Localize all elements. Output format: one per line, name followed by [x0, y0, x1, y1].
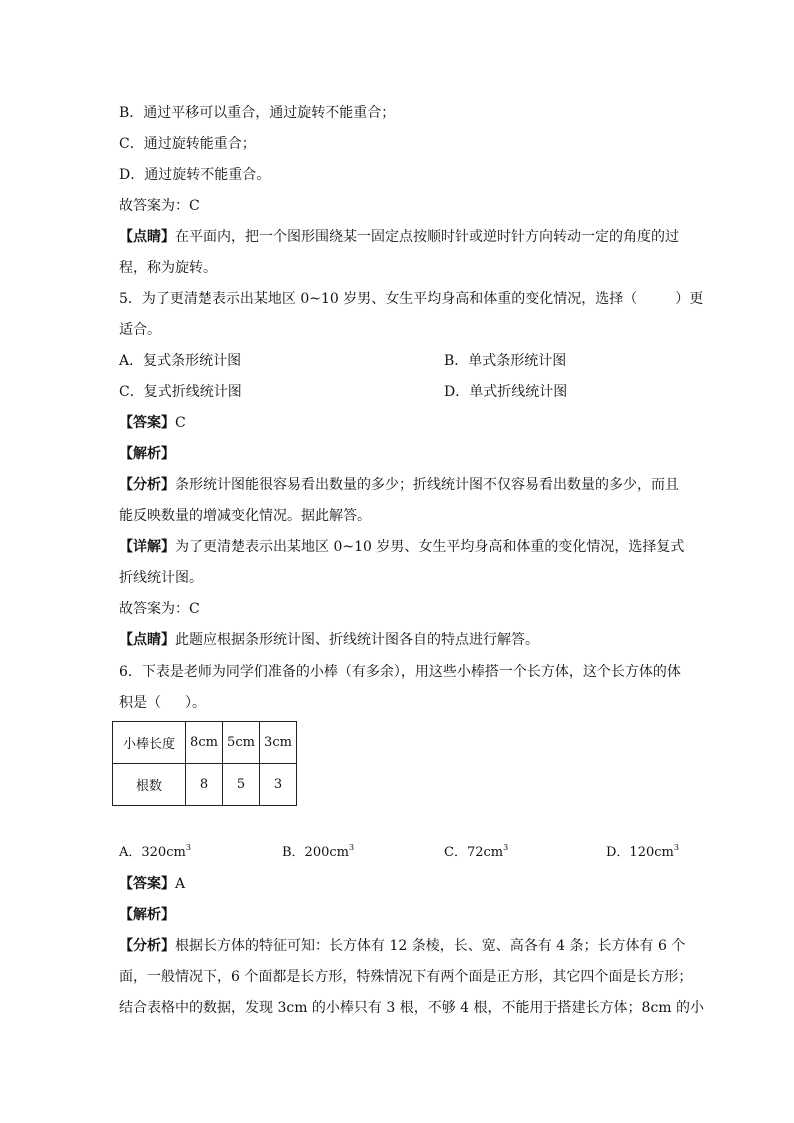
q5-stem-line2: 适合。 [119, 322, 161, 338]
q6-option-a [119, 843, 191, 863]
q6-fenxi-text1: 根据长方体的特征可知：长方体有 12 条棱，长、宽、高各有 4 条；长方体有 6 个 [175, 938, 686, 954]
answer-tag: 【答案】 [119, 415, 175, 431]
q5-stem-line1 [119, 289, 704, 309]
q4-comment-line1 [119, 227, 679, 247]
q5-option-d: D．单式折线统计图 [444, 384, 568, 400]
answer-value: A [175, 876, 186, 892]
answer-tag: 【答案】 [119, 876, 175, 892]
xiangjie-tag: 【详解】 [119, 539, 175, 555]
dianjing-tag: 【点睛】 [119, 632, 175, 648]
dianjing-tag: 【点睛】 [119, 229, 175, 245]
fenxi-tag: 【分析】 [119, 938, 175, 954]
q6-option-c-text: C．72cm [444, 845, 504, 860]
q4-answer-line: 故答案为：C [119, 198, 200, 214]
unit-exponent: 3 [503, 843, 509, 852]
q6-stem-text2b: ）。 [185, 695, 206, 711]
table-header-cell: 5cm [223, 722, 260, 764]
q6-answer [119, 874, 674, 894]
unit-exponent: 3 [185, 843, 191, 852]
q5-stem-text1b: ）更 [675, 291, 704, 307]
q5-fenxi-text1: 条形统计图能很容易看出数量的多少；折线统计图不仅容易看出数量的多少，而且 [175, 477, 679, 493]
q4-option-c: C．通过旋转能重合； [119, 136, 256, 152]
q6-option-b [282, 843, 354, 863]
table-cell: 8 [186, 764, 223, 806]
q6-option-c [444, 843, 508, 863]
table-header-cell: 小棒长度 [113, 722, 186, 764]
q6-option-b-text: B．200cm [282, 845, 349, 860]
q5-option-a: A．复式条形统计图 [119, 353, 242, 369]
q6-option-a-text: A．320cm [119, 845, 186, 860]
q5-xiangjie-line1 [119, 537, 685, 557]
q5-stem-text1: 5．为了更清楚表示出某地区 0~10 岁男、女生平均身高和体重的变化情况，选择（ [119, 291, 638, 307]
unit-exponent: 3 [673, 843, 679, 852]
q6-fenxi-line2: 面，一般情况下，6 个面都是长方形，特殊情况下有两个面是正方形，其它四个面是长方形； [119, 969, 693, 985]
q6-option-d [606, 843, 679, 863]
q6-analysis-tag: 【解析】 [119, 907, 175, 923]
table-row [113, 722, 297, 764]
q4-comment-line2: 程，称为旋转。 [119, 260, 217, 276]
q5-dianjing-text: 此题应根据条形统计图、折线统计图各自的特点进行解答。 [175, 632, 539, 648]
q5-xiangjie-line2: 折线统计图。 [119, 570, 203, 586]
q5-answer [119, 413, 674, 433]
q6-fenxi-line3: 结合表格中的数据，发现 3cm 的小棒只有 3 根，不够 4 根，不能用于搭建长方体；8cm 的小 [119, 1000, 705, 1016]
q5-option-b: B．单式条形统计图 [444, 353, 567, 369]
q5-xiangjie-text1: 为了更清楚表示出某地区 0~10 岁男、女生平均身高和体重的变化情况，选择复式 [175, 539, 685, 555]
q5-fenxi-line1 [119, 475, 679, 495]
table-cell: 根数 [113, 764, 186, 806]
q5-fenxi-line2: 能反映数量的增减变化情况。据此解答。 [119, 508, 371, 524]
q5-option-c: C．复式折线统计图 [119, 384, 242, 400]
q5-dianjing-line [119, 630, 674, 650]
table-header-cell: 8cm [186, 722, 223, 764]
q6-stem-line1: 6．下表是老师为同学们准备的小棒（有多余），用这些小棒搭一个长方体，这个长方体的体 [119, 664, 681, 680]
table-row [113, 764, 297, 806]
q6-stem-line2 [119, 693, 674, 713]
table-header-cell: 3cm [260, 722, 297, 764]
answer-value: C [175, 415, 186, 431]
q4-option-d: D．通过旋转不能重合。 [119, 167, 271, 183]
q5-conclusion: 故答案为：C [119, 601, 200, 617]
q6-stem-text2a: 积是（ [119, 695, 161, 711]
q4-option-b: B．通过平移可以重合，通过旋转不能重合； [119, 105, 396, 121]
fenxi-tag: 【分析】 [119, 477, 175, 493]
q4-comment-text1: 在平面内，把一个图形围绕某一固定点按顺时针或逆时针方向转动一定的角度的过 [175, 229, 679, 245]
q6-fenxi-line1 [119, 936, 686, 956]
unit-exponent: 3 [348, 843, 355, 852]
q5-analysis-tag: 【解析】 [119, 446, 175, 462]
stick-table [112, 721, 297, 806]
q6-option-d-text: D．120cm [606, 845, 674, 860]
table-cell: 3 [260, 764, 297, 806]
table-cell: 5 [223, 764, 260, 806]
